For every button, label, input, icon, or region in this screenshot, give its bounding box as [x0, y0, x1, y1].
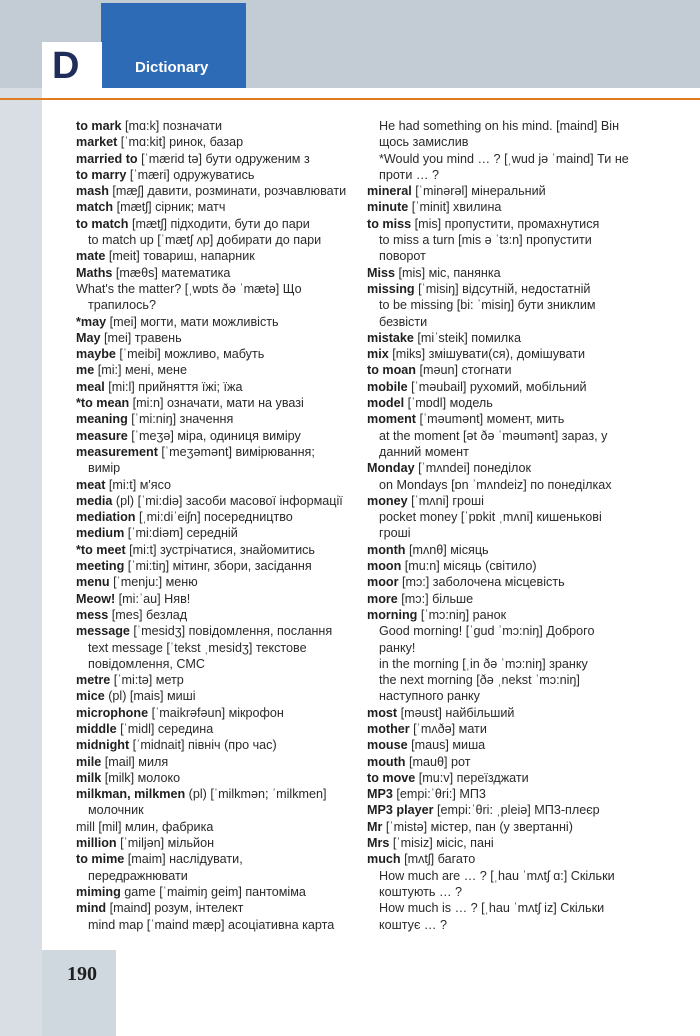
headword: milk — [76, 770, 102, 785]
headword: mess — [76, 607, 109, 622]
dictionary-entry — [367, 346, 643, 362]
dictionary-entry — [76, 591, 354, 607]
headword: microphone — [76, 705, 149, 720]
headword: moor — [367, 575, 399, 590]
entry-definition: Good morning! [ˈgud ˈmɔ:niŋ] Доброго — [379, 624, 595, 639]
dictionary-entry — [367, 216, 643, 232]
entry-definition: [ˈmeʒəmənt] вимірювання; — [157, 444, 315, 459]
dictionary-column-right — [367, 118, 643, 933]
entry-definition: [mis] пропустити, промахнутися — [411, 216, 600, 231]
dictionary-entry — [76, 232, 354, 248]
dictionary-entry — [76, 281, 354, 297]
entry-definition: [mi:ˈau] Няв! — [115, 591, 191, 606]
dictionary-entry — [367, 640, 643, 656]
dictionary-entry — [76, 623, 354, 639]
entry-definition: [ˈmiljən] мільйон — [116, 836, 215, 851]
entry-definition: [mi:t] м'ясо — [105, 477, 172, 492]
dictionary-entry — [367, 379, 643, 395]
headword: message — [76, 624, 130, 639]
headword: to mark — [76, 119, 122, 133]
dictionary-entry — [76, 411, 354, 427]
headword: mile — [76, 754, 102, 769]
dictionary-entry — [76, 721, 354, 737]
headword: Maths — [76, 265, 113, 280]
dictionary-entry — [367, 917, 643, 933]
dictionary-entry — [76, 134, 354, 150]
dictionary-entry — [367, 574, 643, 590]
entry-definition: the next morning [ðə ˌnekst ˈmɔ:niŋ] — [379, 673, 580, 688]
entry-definition: How much is … ? [ˌhau ˈmʌtʃ iz] Скільки — [379, 901, 605, 916]
headword: much — [367, 852, 401, 867]
headword: media — [76, 493, 113, 508]
headword: midnight — [76, 738, 130, 753]
dictionary-entry — [76, 216, 354, 232]
headword: mediation — [76, 510, 136, 525]
headword: mother — [367, 721, 410, 736]
dictionary-entry — [367, 900, 643, 916]
entry-definition: [mes] безлад — [108, 607, 188, 622]
headword: Mr — [367, 819, 383, 834]
entry-definition: in the morning [ˌin ðə ˈmɔ:niŋ] зранку — [379, 656, 588, 671]
entry-definition: [ˈmɔ:niŋ] ранок — [417, 607, 507, 622]
entry-definition: [ˈmi:niŋ] значення — [127, 412, 234, 427]
entry-definition: at the moment [ət ðə ˈməumənt] зараз, у — [379, 428, 608, 443]
headword: month — [367, 542, 406, 557]
dictionary-entry — [76, 851, 354, 867]
dictionary-entry — [367, 314, 643, 330]
headword: *to mean — [76, 396, 130, 411]
entry-definition: [ˈmidnait] північ (про час) — [129, 738, 277, 753]
entry-definition: [mʌnθ] місяць — [405, 542, 489, 557]
dictionary-entry — [76, 444, 354, 460]
entry-definition: [ˈminərəl] мінеральний — [411, 184, 546, 199]
dictionary-entry — [76, 248, 354, 264]
entry-definition: [miks] змішувати(ся), домішувати — [388, 347, 586, 362]
headword: mouth — [367, 754, 406, 769]
entry-definition: [ˈmi:diəm] середній — [124, 526, 238, 541]
entry-definition: щось замислив — [379, 135, 469, 150]
entry-definition: *Would you mind … ? [ˌwud jə ˈmaind] Ти не — [379, 151, 629, 166]
header-rule — [0, 98, 700, 100]
headword: market — [76, 135, 118, 150]
dictionary-entry — [367, 688, 643, 704]
entry-definition: [mætʃ] підходити, бути до пари — [128, 216, 310, 231]
headword: mineral — [367, 184, 412, 199]
dictionary-entry — [367, 297, 643, 313]
entry-definition: on Mondays [ɒn ˈmʌndeiz] по понеділках — [379, 477, 612, 492]
dictionary-entry — [76, 542, 354, 558]
entry-definition: [mauθ] рот — [405, 754, 471, 769]
entry-definition: коштує … ? — [379, 917, 447, 932]
headword: mind — [76, 901, 107, 916]
entry-definition: коштують … ? — [379, 884, 463, 899]
dictionary-entry — [76, 558, 354, 574]
entry-definition: [mi:t] зустрічатися, знайомитись — [125, 542, 315, 557]
entry-definition: (pl) [ˈmilkmən; ˈmilkmen] — [185, 787, 327, 802]
dictionary-entry — [367, 672, 643, 688]
dictionary-entry — [76, 509, 354, 525]
entry-definition: вимір — [88, 461, 121, 476]
dictionary-entry — [367, 558, 643, 574]
entry-definition: [ˌmi:diˈeiʃn] посередництво — [135, 510, 293, 525]
section-title: Dictionary — [135, 59, 209, 76]
entry-definition: [ˈmɑ:kit] ринок, базар — [117, 135, 244, 150]
dictionary-entry — [367, 705, 643, 721]
dictionary-entry — [367, 493, 643, 509]
headword: maybe — [76, 347, 116, 362]
dictionary-entry — [76, 525, 354, 541]
headword: to move — [367, 770, 416, 785]
entry-definition: [ˈmisiz] місіс, пані — [389, 836, 494, 851]
headword: more — [367, 591, 398, 606]
dictionary-entry — [367, 395, 643, 411]
entry-definition: [mei] травень — [100, 330, 182, 345]
entry-definition: ранку! — [379, 640, 416, 655]
entry-definition: (pl) [ˈmi:diə] засоби масової інформації — [112, 493, 343, 508]
dictionary-entry — [367, 265, 643, 281]
dictionary-entry — [367, 330, 643, 346]
entry-definition: [mʌtʃ] багато — [400, 852, 476, 867]
dictionary-entry — [76, 460, 354, 476]
headword: mobile — [367, 379, 408, 394]
entry-definition: [ˈmærid tə] бути одруженим з — [137, 151, 310, 166]
headword: mistake — [367, 330, 414, 345]
dictionary-entry — [367, 151, 643, 167]
dictionary-entry — [76, 330, 354, 346]
entry-definition: [ˈmeʒə] міра, одиниця виміру — [127, 428, 301, 443]
headword: May — [76, 330, 101, 345]
entry-definition: [ˈmi:tiŋ] мітинг, збори, засідання — [124, 559, 312, 574]
entry-definition: [ˈmʌndei] понеділок — [414, 461, 532, 476]
dictionary-entry — [76, 754, 354, 770]
dictionary-entry — [76, 917, 354, 933]
dictionary-entry — [367, 118, 643, 134]
dictionary-entry — [367, 509, 643, 525]
entry-definition: трапилось? — [88, 298, 156, 313]
dictionary-entry — [367, 786, 643, 802]
dictionary-entry — [367, 167, 643, 183]
headword: Miss — [367, 265, 395, 280]
entry-definition: гроші — [379, 526, 411, 541]
side-strip — [0, 88, 42, 1036]
dictionary-entry — [367, 819, 643, 835]
entry-definition: [mɔ:] більше — [397, 591, 474, 606]
dictionary-entry — [76, 199, 354, 215]
dictionary-entry — [367, 444, 643, 460]
entry-definition: данний момент — [379, 444, 469, 459]
entry-definition: How much are … ? [ˌhau ˈmʌtʃ ɑ:] Скільки — [379, 868, 615, 883]
headword: model — [367, 396, 405, 411]
headword: to miss — [367, 216, 412, 231]
dictionary-entry — [76, 705, 354, 721]
headword: meat — [76, 477, 106, 492]
entry-definition: mill [mil] млин, фабрика — [76, 819, 214, 834]
entry-definition: повідомлення, СМС — [88, 656, 205, 671]
dictionary-entry — [76, 770, 354, 786]
entry-definition: [ˈmi:tə] метр — [110, 673, 184, 688]
headword: million — [76, 836, 117, 851]
entry-definition: [mɑ:k] позначати — [121, 119, 223, 133]
dictionary-entry — [76, 428, 354, 444]
entry-definition: text message [ˈtekst ˌmesidʒ] текстове — [88, 640, 307, 655]
entry-definition: He had something on his mind. [maind] Він — [379, 119, 620, 133]
entry-definition: [maind] розум, інтелект — [106, 901, 244, 916]
entry-definition: безвісти — [379, 314, 428, 329]
entry-definition: [maus] миша — [407, 738, 486, 753]
headword: milkman, milkmen — [76, 787, 186, 802]
entry-definition: [miˈsteik] помилка — [413, 330, 521, 345]
dictionary-entry — [76, 493, 354, 509]
entry-definition: [mei] могти, мати можливість — [106, 314, 279, 329]
headword: minute — [367, 200, 409, 215]
headword: MP3 player — [367, 803, 434, 818]
entry-definition: [mu:n] місяць (світило) — [401, 559, 537, 574]
headword: Mrs — [367, 836, 390, 851]
headword: measure — [76, 428, 128, 443]
entry-definition: [maim] наслідувати, — [124, 852, 243, 867]
dictionary-entry — [367, 362, 643, 378]
dictionary-entry — [367, 281, 643, 297]
headword: middle — [76, 721, 117, 736]
entry-definition: mind map [ˈmaind mæp] асоціативна карта — [88, 917, 335, 932]
dictionary-entry — [76, 819, 354, 835]
headword: to mime — [76, 852, 125, 867]
entry-definition: передражнювати — [88, 868, 188, 883]
entry-definition: [mɔ:] заболочена місцевість — [398, 575, 565, 590]
entry-definition: [ˈmisiŋ] відсутній, недостатній — [414, 281, 591, 296]
entry-definition: [ˈmaikrəfəun] мікрофон — [148, 705, 284, 720]
dictionary-entry — [76, 362, 354, 378]
entry-definition: [ˈmæri] одружуватись — [126, 167, 255, 182]
headword: measurement — [76, 444, 158, 459]
entry-definition: молочник — [88, 803, 144, 818]
dictionary-entry — [76, 265, 354, 281]
entry-definition: [mæθs] математика — [112, 265, 231, 280]
page-number: 190 — [67, 963, 97, 985]
entry-definition: to miss a turn [mis ə ˈtɜ:n] пропустити — [379, 233, 592, 248]
headword: meaning — [76, 412, 128, 427]
dictionary-entry — [367, 199, 643, 215]
entry-definition: [ˈmidl] середина — [116, 721, 214, 736]
entry-definition: [mæʃ] давити, розминати, розчавлювати — [108, 184, 347, 199]
entry-definition: pocket money [ˈpɒkit ˌmʌni] кишенькові — [379, 510, 602, 525]
dictionary-entry — [367, 428, 643, 444]
dictionary-entry — [367, 525, 643, 541]
entry-definition: [ˈminit] хвилина — [408, 200, 502, 215]
dictionary-entry — [76, 884, 354, 900]
entry-definition: [mis] міс, панянка — [395, 265, 501, 280]
dictionary-entry — [367, 232, 643, 248]
headword: morning — [367, 607, 418, 622]
dictionary-entry — [367, 754, 643, 770]
dictionary-entry — [367, 802, 643, 818]
dictionary-entry — [76, 786, 354, 802]
entry-definition: [məun] стогнати — [415, 363, 512, 378]
dictionary-entry — [367, 656, 643, 672]
headword: missing — [367, 281, 415, 296]
entry-definition: (pl) [mais] миші — [104, 689, 196, 704]
dictionary-entry — [76, 640, 354, 656]
dictionary-entry — [76, 802, 354, 818]
headword: money — [367, 493, 408, 508]
entry-definition: [mi:n] означати, мати на увазі — [129, 396, 304, 411]
dictionary-entry — [367, 460, 643, 476]
dictionary-entry — [367, 868, 643, 884]
dictionary-column-left — [76, 118, 354, 933]
dictionary-entry — [367, 851, 643, 867]
entry-definition: [mi:] мені, мене — [94, 363, 188, 378]
headword: metre — [76, 673, 111, 688]
dictionary-entry — [76, 574, 354, 590]
headword: me — [76, 363, 95, 378]
entry-definition: [ˈmeibi] можливо, мабуть — [115, 347, 265, 362]
dictionary-entry — [76, 737, 354, 753]
entry-definition: [ˈməubail] рухомий, мобільний — [407, 379, 587, 394]
headword: to marry — [76, 167, 127, 182]
entry-definition: [mi:l] прийняття їжі; їжа — [104, 379, 243, 394]
entry-definition: [ˈmenju:] меню — [109, 575, 198, 590]
entry-definition: [məust] найбільший — [397, 705, 515, 720]
headword: to moan — [367, 363, 416, 378]
dictionary-entry — [367, 542, 643, 558]
entry-definition: to be missing [bi: ˈmisiŋ] бути зниклим — [379, 298, 596, 313]
dictionary-entry — [76, 346, 354, 362]
headword: mash — [76, 184, 109, 199]
entry-definition: [mætʃ] сірник; матч — [113, 200, 226, 215]
entry-definition: [ˈmesidʒ] повідомлення, послання — [129, 624, 333, 639]
headword: mice — [76, 689, 105, 704]
dictionary-entry — [367, 607, 643, 623]
dictionary-entry — [76, 167, 354, 183]
entry-definition: поворот — [379, 249, 426, 264]
dictionary-entry — [76, 688, 354, 704]
headword: Meow! — [76, 591, 116, 606]
dictionary-entry — [367, 623, 643, 639]
headword: most — [367, 705, 398, 720]
entry-definition: [meit] товариш, напарник — [105, 249, 255, 264]
dictionary-entry — [367, 737, 643, 753]
dictionary-entry — [367, 770, 643, 786]
dictionary-entry — [76, 395, 354, 411]
headword: match — [76, 200, 114, 215]
dictionary-entry — [367, 884, 643, 900]
entry-definition: game [ˈmaimiŋ geim] пантоміма — [120, 884, 306, 899]
entry-definition: [ˈməumənt] момент, мить — [415, 412, 565, 427]
entry-definition: проти … ? — [379, 167, 439, 182]
entry-definition: [milk] молоко — [101, 770, 181, 785]
dictionary-entry — [76, 607, 354, 623]
entry-definition: [ˈmʌni] гроші — [407, 493, 484, 508]
headword: mate — [76, 249, 106, 264]
headword: moment — [367, 412, 416, 427]
entry-definition: What's the matter? [ˌwɒts ðə ˈmætə] Що — [76, 281, 302, 296]
dictionary-entry — [367, 835, 643, 851]
entry-definition: [ˈmistə] містер, пан (у звертанні) — [382, 819, 573, 834]
dictionary-entry — [367, 591, 643, 607]
section-letter: D — [52, 45, 80, 87]
dictionary-entry — [76, 183, 354, 199]
entry-definition: to match up [ˈmætʃ ʌp] добирати до пари — [88, 233, 322, 248]
entry-definition: [empi:ˈθri:] МП3 — [392, 787, 486, 802]
dictionary-entry — [76, 672, 354, 688]
entry-definition: [ˈmʌðə] мати — [409, 721, 487, 736]
headword: mix — [367, 347, 389, 362]
headword: meeting — [76, 559, 125, 574]
headword: married to — [76, 151, 138, 166]
headword: *to meet — [76, 542, 126, 557]
entry-definition: [mu:v] переїзджати — [415, 770, 529, 785]
dictionary-entry — [76, 900, 354, 916]
entry-definition: [empi:ˈθri: ˌpleiə] МП3-плеєр — [433, 803, 600, 818]
headword: medium — [76, 526, 125, 541]
headword: MP3 — [367, 787, 393, 802]
headword: miming — [76, 884, 121, 899]
dictionary-entry — [367, 477, 643, 493]
headword: meal — [76, 379, 105, 394]
entry-definition: [mail] миля — [101, 754, 169, 769]
dictionary-entry — [76, 379, 354, 395]
dictionary-entry — [76, 477, 354, 493]
headword: to match — [76, 216, 129, 231]
entry-definition: [ˈmɒdl] модель — [404, 396, 493, 411]
dictionary-entry — [367, 721, 643, 737]
dictionary-entry — [76, 297, 354, 313]
dictionary-entry — [76, 151, 354, 167]
dictionary-entry — [367, 183, 643, 199]
headword: moon — [367, 559, 402, 574]
entry-definition: наступного ранку — [379, 689, 480, 704]
headword: mouse — [367, 738, 408, 753]
dictionary-entry — [367, 134, 643, 150]
dictionary-entry — [367, 411, 643, 427]
dictionary-entry — [367, 248, 643, 264]
headword: *may — [76, 314, 107, 329]
dictionary-entry — [76, 314, 354, 330]
dictionary-entry — [76, 868, 354, 884]
headword: menu — [76, 575, 110, 590]
dictionary-entry — [76, 656, 354, 672]
dictionary-entry — [76, 835, 354, 851]
headword: Monday — [367, 461, 415, 476]
dictionary-entry — [76, 118, 354, 134]
